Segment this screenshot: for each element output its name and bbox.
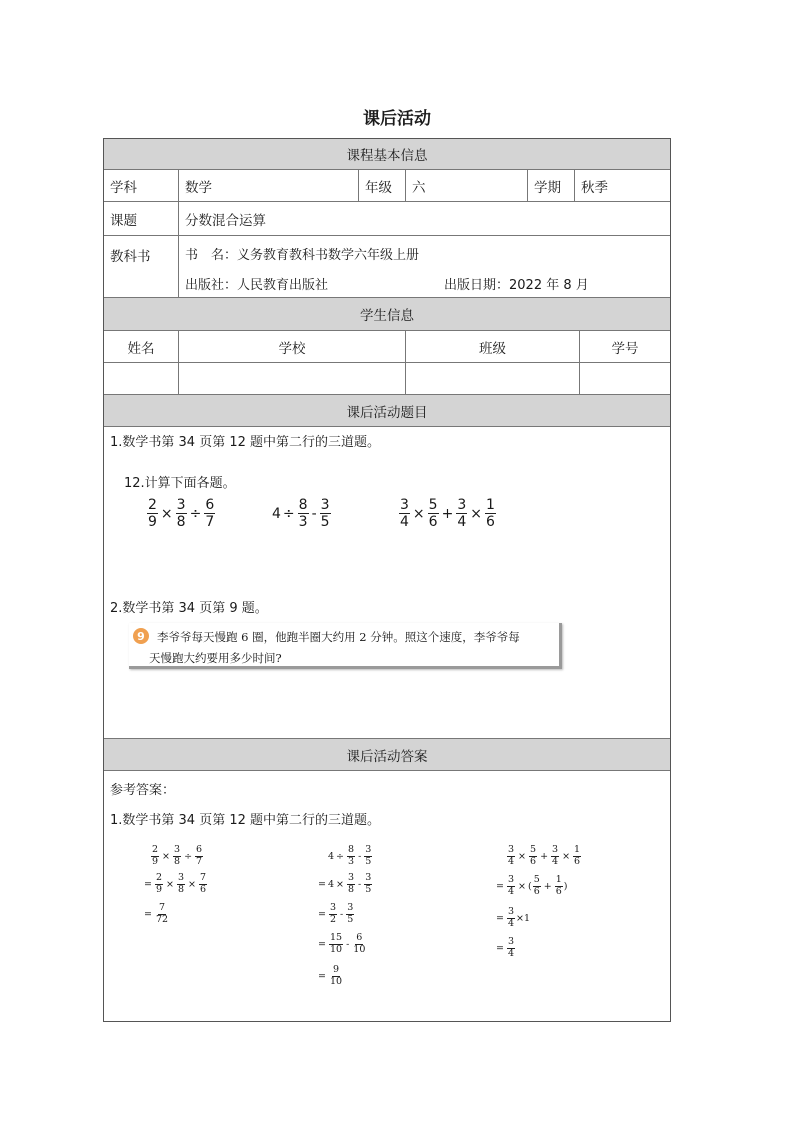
col-student-id: 学号 <box>611 340 639 357</box>
answers-header <box>104 739 670 771</box>
term-label: 学期 <box>528 170 575 201</box>
course-row-subject <box>104 170 670 202</box>
student-header-row <box>104 331 670 363</box>
ans2-line2: = 4 × $\frac{3}{8}$ - $\frac{3}{5}$ <box>318 872 372 895</box>
class-input-cell[interactable] <box>406 363 580 394</box>
activity-sheet <box>103 138 671 1022</box>
col-name: 姓名 <box>104 331 179 362</box>
ans3-line2: = $\frac{3}{4}$ × ( $\frac{5}{6}$ + $\frac{1}{6}$ ) <box>496 874 568 897</box>
school-input-cell[interactable] <box>179 363 406 394</box>
ans3-line1: $\frac{3}{4}$ × $\frac{5}{6}$ + $\frac{3}{4}$ × $\frac{1}{6}$ <box>508 844 581 867</box>
student-input-row <box>104 363 670 395</box>
problem-number-badge: 9 <box>133 628 149 644</box>
grade-value: 六 <box>406 170 528 201</box>
activity-q1: 1.数学书第 34 页第 12 题中第二行的三道题。 <box>110 435 381 450</box>
ans1-line2: = $\frac{2}{9}$ × $\frac{3}{8}$ × $\frac{7}{6}$ <box>144 872 207 895</box>
publish-date: 出版日期：2022 年 8 月 <box>444 278 589 293</box>
student-id-input-cell[interactable] <box>580 363 670 394</box>
ref-answer-label: 参考答案： <box>110 783 176 798</box>
student-info-header-text: 学生信息 <box>360 308 414 324</box>
subject-value: 数学 <box>179 170 359 201</box>
q12-label: 12.计算下面各题。 <box>124 476 236 491</box>
expr-3: $\frac{3}{4}$ × $\frac{5}{6}$ + $\frac{3}{4}$ × $\frac{1}{6}$ <box>400 497 495 531</box>
col-school: 学校 <box>179 331 406 362</box>
name-input-cell[interactable] <box>104 363 179 394</box>
answers-q1: 1.数学书第 34 页第 12 题中第二行的三道题。 <box>110 813 381 828</box>
answers-header-text: 课后活动答案 <box>346 748 428 765</box>
ans1-line1: $\frac{2}{9}$ × $\frac{3}{8}$ ÷ $\frac{6}{7}$ <box>152 844 203 867</box>
ans1-line3: = $\frac{7}{72}$ <box>144 902 169 925</box>
expr-2: 4 ÷ $\frac{8}{3}$ - $\frac{3}{5}$ <box>272 497 330 531</box>
term-value: 秋季 <box>581 179 608 196</box>
ans2-line4: = $\frac{15}{10}$ - $\frac{6}{10}$ <box>318 932 366 955</box>
ans2-line3: = $\frac{3}{2}$ - $\frac{3}{5}$ <box>318 902 354 925</box>
problem-line-2: 天慢跑大约要用多少时间? <box>149 651 282 665</box>
student-info-header <box>104 298 670 331</box>
col-class: 班级 <box>406 331 580 362</box>
activity-header <box>104 395 670 427</box>
activity-q2: 2.数学书第 34 页第 9 题。 <box>110 601 268 616</box>
course-info-header <box>104 139 670 170</box>
topic-value: 分数混合运算 <box>185 212 266 229</box>
course-row-topic <box>104 202 670 236</box>
activity-body <box>104 427 670 739</box>
expr-1: $\frac{2}{9}$ × $\frac{3}{8}$ ÷ $\frac{6}{7}$ <box>148 497 215 531</box>
ans3-line4: = $\frac{3}{4}$ <box>496 936 515 959</box>
activity-header-text: 课后活动题目 <box>346 404 428 421</box>
problem-9-box <box>129 623 562 669</box>
book-name: 书 名：义务教育教科书数学六年级上册 <box>185 248 420 263</box>
ans3-line3: = $\frac{3}{4}$ ×1 <box>496 906 531 929</box>
publisher: 出版社：人民教育出版社 <box>185 278 329 293</box>
ans2-line1: 4 ÷ $\frac{8}{3}$ - $\frac{3}{5}$ <box>328 844 372 867</box>
answers-body <box>104 771 670 1021</box>
subject-label: 学科 <box>104 170 179 201</box>
course-info-header-text: 课程基本信息 <box>346 148 428 164</box>
grade-label: 年级 <box>359 170 406 201</box>
textbook-label: 教科书 <box>104 236 179 297</box>
page-title: 课后活动 <box>363 109 431 129</box>
topic-label: 课题 <box>104 202 179 235</box>
course-row-textbook <box>104 236 670 298</box>
ans2-line5: = $\frac{9}{10}$ <box>318 964 343 987</box>
problem-line-1: 李爷爷每天慢跑 6 圈，他跑半圈大约用 2 分钟。照这个速度，李爷爷每 <box>157 630 520 644</box>
